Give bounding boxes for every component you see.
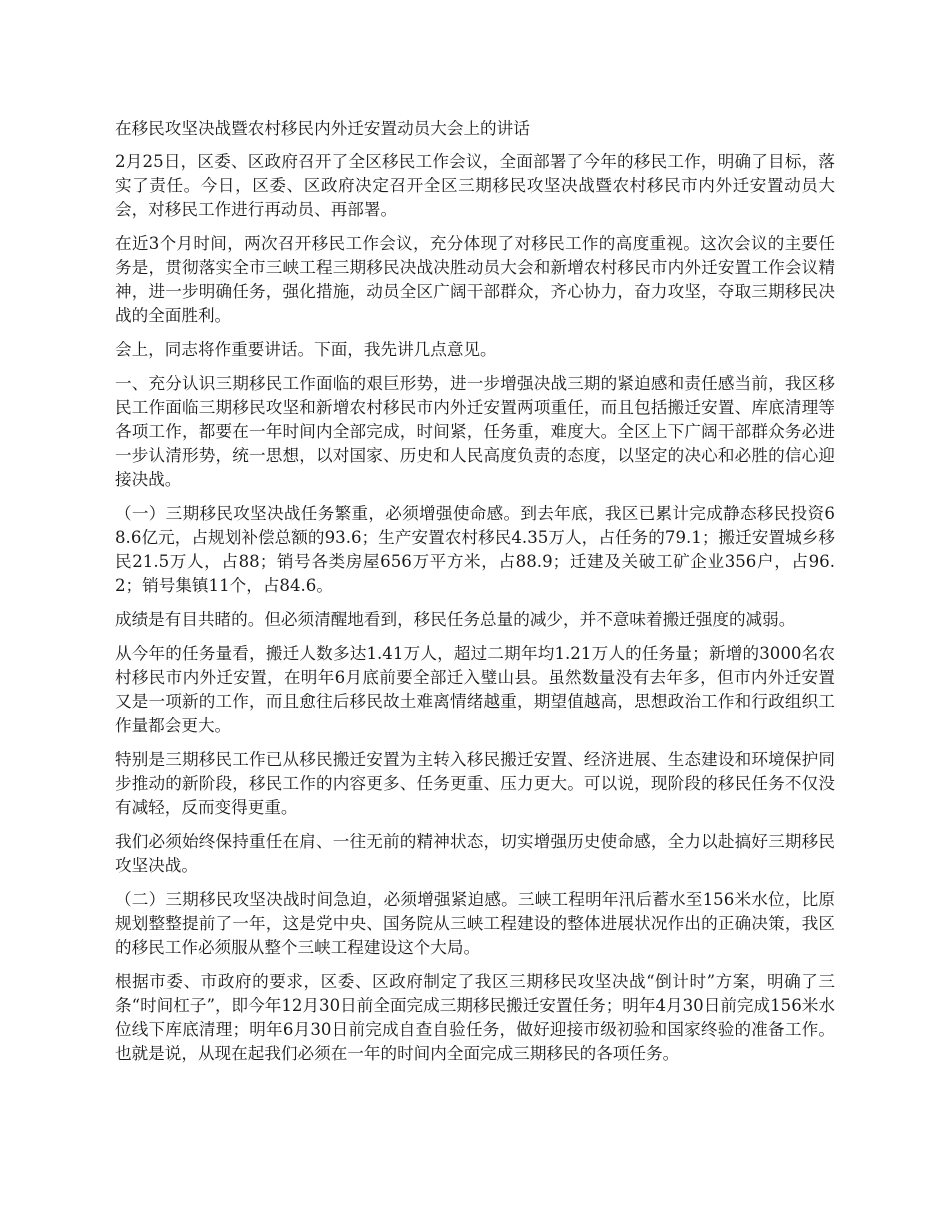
paragraph: 特别是三期移民工作已从移民搬迁安置为主转入移民搬迁安置、经济进展、生态建设和环境保护同步推动的新阶段，移民工作的内容更多、任务更重、压力更大。可以说，现阶段的移民任务不仅没有减轻，反而变得更重。 [115, 750, 835, 817]
paragraph: 从今年的任务量看，搬迁人数多达1.41万人，超过二期年均1.21万人的任务量；新增的3000名农村移民市内外迁安置，在明年6月底前要全部迁入璧山县。虽然数量没有去年多，但市内外迁安置又是一项新的工作，而且愈往后移民故土难离情绪越重，期望值越高，思想政治工作和行政组织工作量都会更大。 [115, 644, 835, 735]
document-page [115, 117, 835, 1076]
paragraph: 在近3个月时间，两次召开移民工作会议，充分体现了对移民工作的高度重视。这次会议的主要任务是，贯彻落实全市三峡工程三期移民决战决胜动员大会和新增农村移民市内外迁安置工作会议精神，进一步明确任务，强化措施，动员全区广阔干部群众，齐心协力，奋力攻坚，夺取三期移民决战的全面胜利。 [115, 234, 835, 325]
document-title: 在移民攻坚决战暨农村移民内外迁安置动员大会上的讲话 [115, 119, 530, 138]
paragraph: 我们必须始终保持重任在肩、一往无前的精神状态，切实增强历史使命感，全力以赴搞好三期移民攻坚决战。 [115, 832, 835, 875]
paragraph: 成绩是有目共睹的。但必须清醒地看到，移民任务总量的减少，并不意味着搬迁强度的减弱。 [115, 610, 796, 629]
paragraph: （二）三期移民攻坚决战时间急迫，必须增强紧迫感。三峡工程明年汛后蓄水至156米水位，比原规划整整提前了一年，这是党中央、国务院从三峡工程建设的整体进展状况作出的正确决策，我区的移民工作必须服从整个三峡工程建设这个大局。 [115, 890, 835, 957]
paragraph: 会上，同志将作重要讲话。下面，我先讲几点意见。 [115, 340, 497, 359]
paragraph: 一、充分认识三期移民工作面临的艰巨形势，进一步增强决战三期的紧迫感和责任感当前，我区移民工作面临三期移民攻坚和新增农村移民市内外迁安置两项重任，而且包括搬迁安置、库底清理等各项工作，都要在一年时间内全部完成，时间紧，任务重，难度大。全区上下广阔干部群众务必进一步认清形势，统一思想，以对国家、历史和人民高度负责的态度，以坚定的决心和必胜的信心迎接决战。 [115, 374, 835, 489]
paragraph: （一）三期移民攻坚决战任务繁重，必须增强使命感。到去年底，我区已累计完成静态移民投资68.6亿元，占规划补偿总额的93.6；生产安置农村移民4.35万人，占任务的79.1；搬迁安置城乡移民21.5万人，占88；销号各类房屋656万平方米，占88.9；迁建及关破工矿企业356户，占96.2；销号集镇11个，占84.6。 [115, 504, 835, 595]
paragraph: 根据市委、市政府的要求，区委、区政府制定了我区三期移民攻坚决战“倒计时”方案，明确了三条“时间杠子”，即今年12月30日前全面完成三期移民搬迁安置任务；明年4月30日前完成156米水位线下库底清理；明年6月30日前完成自查自验任务，做好迎接市级初验和国家终验的准备工作。也就是说，从现在起我们必须在一年的时间内全面完成三期移民的各项任务。 [115, 972, 835, 1063]
paragraph: 2月25日，区委、区政府召开了全区移民工作会议，全面部署了今年的移民工作，明确了目标，落实了责任。今日，区委、区政府决定召开全区三期移民攻坚决战暨农村移民市内外迁安置动员大会，对移民工作进行再动员、再部署。 [115, 152, 835, 219]
